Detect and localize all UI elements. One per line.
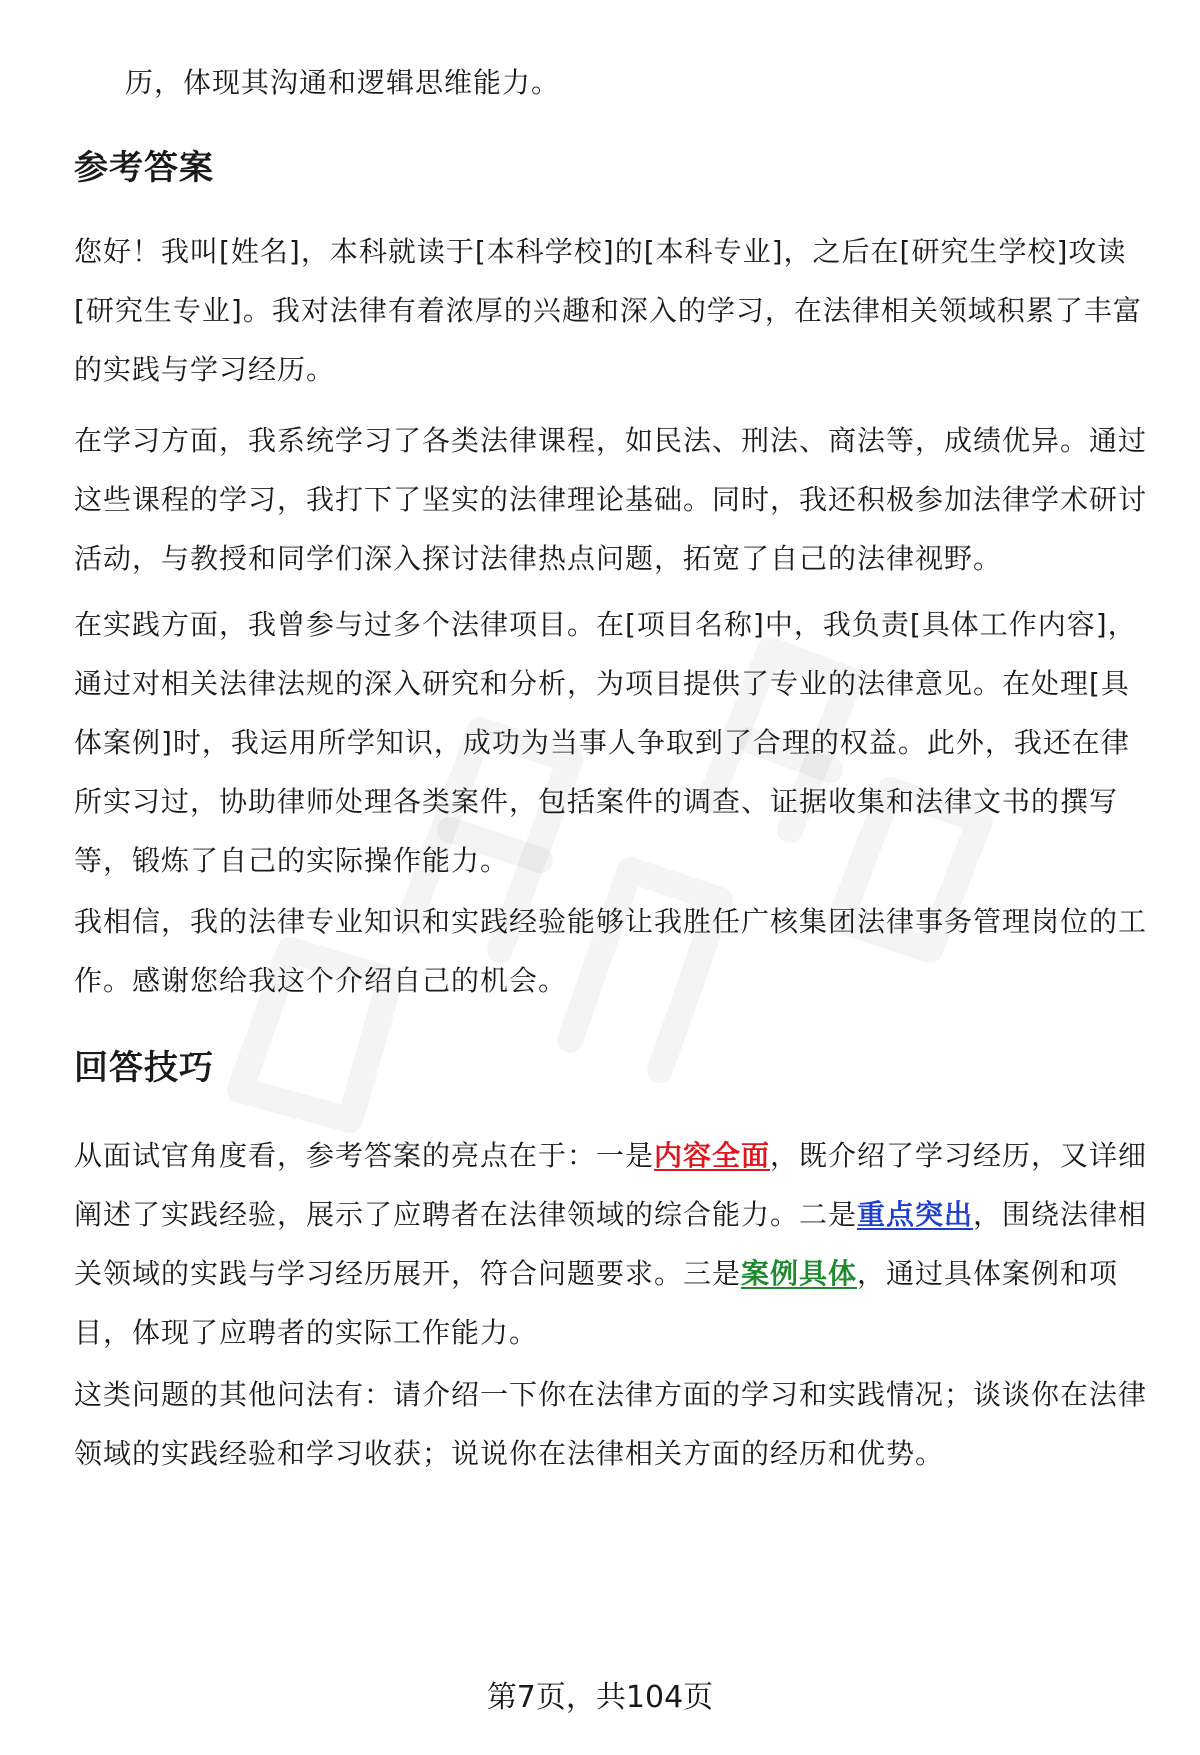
answer-paragraph-2: 在学习方面，我系统学习了各类法律课程，如民法、刑法、商法等，成绩优异。通过这些课程的学习，我打下了坚实的法律理论基础。同时，我还积极参加法律学术研讨活动，与教授和同学们深入探讨法律热点问题，拓宽了自己的法律视野。 xyxy=(74,424,1148,575)
highlight-specific-cases: 案例具体 xyxy=(741,1257,858,1290)
heading-reference-answer: 参考答案 xyxy=(74,148,214,188)
highlight-comprehensive: 内容全面 xyxy=(654,1139,771,1172)
tips-text-3: ，围绕法律相关领域的实践与学习经历展开，符合问题要求。三是 xyxy=(74,1198,1148,1290)
answer-paragraph-4: 我相信，我的法律专业知识和实践经验能够让我胜任广核集团法律事务管理岗位的工作。感谢您给我这个介绍自己的机会。 xyxy=(74,905,1148,997)
tips-paragraph-1 xyxy=(74,1126,1154,1362)
tips-text-1: 从面试官角度看，参考答案的亮点在于：一是 xyxy=(74,1139,655,1172)
tips-text-2: ，既介绍了学习经历，又详细阐述了实践经验，展示了应聘者在法律领域的综合能力。二是 xyxy=(74,1139,1148,1231)
tips-text-4: ，通过具体案例和项目，体现了应聘者的实际工作能力。 xyxy=(74,1257,1119,1349)
tips-paragraph-2: 这类问题的其他问法有：请介绍一下你在法律方面的学习和实践情况；谈谈你在法律领域的实践经验和学习收获；说说你在法律相关方面的经历和优势。 xyxy=(74,1378,1148,1470)
intro-line: 历，体现其沟通和逻辑思维能力。 xyxy=(125,66,561,99)
answer-paragraph-1: 您好！我叫[姓名]，本科就读于[本科学校]的[本科专业]，之后在[研究生学校]攻读[研究生专业]。我对法律有着浓厚的兴趣和深入的学习，在法律相关领域积累了丰富的实践与学习经历。 xyxy=(74,235,1142,386)
highlight-focused: 重点突出 xyxy=(857,1198,974,1231)
page-number-footer: 第7页，共104页 xyxy=(486,1680,714,1715)
answer-paragraph-3: 在实践方面，我曾参与过多个法律项目。在[项目名称]中，我负责[具体工作内容]，通过对相关法律法规的深入研究和分析，为项目提供了专业的法律意见。在处理[具体案例]时，我运用所学知识，成功为当事人争取到了合理的权益。此外，我还在律所实习过，协助律师处理各类案件，包括案件的调查、证据收集和法律文书的撰写等，锻炼了自己的实际操作能力。 xyxy=(74,608,1137,877)
heading-answer-tips: 回答技巧 xyxy=(74,1048,214,1088)
